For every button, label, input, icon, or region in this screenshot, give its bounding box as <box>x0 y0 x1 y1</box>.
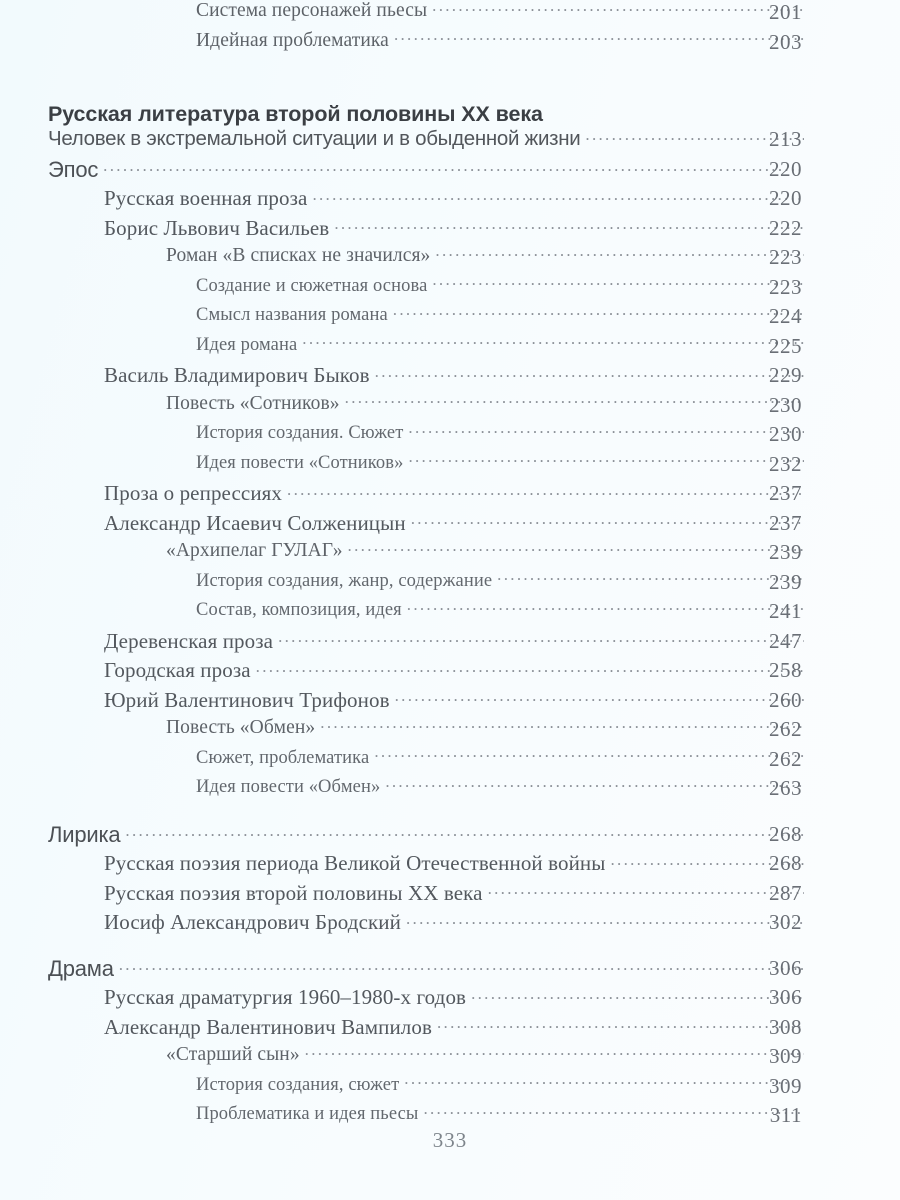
toc-entry-page-number: 239 <box>769 569 802 594</box>
toc-entry[interactable] <box>0 422 900 452</box>
toc-entry-page-number: 213 <box>769 127 802 151</box>
section-spacer <box>0 806 900 822</box>
toc-entry-title: История создания, сюжет <box>196 1074 400 1095</box>
toc-entry-page-number: 225 <box>769 333 802 358</box>
dot-leader <box>334 219 804 235</box>
toc-entry[interactable] <box>0 776 900 806</box>
toc-entry[interactable] <box>0 1074 900 1104</box>
toc-entry-title: Александр Валентинович Вампилов <box>104 1014 432 1039</box>
toc-entry-title: История создания. Сюжет <box>196 423 404 443</box>
toc-entry-title: Проза о репрессиях <box>104 481 283 505</box>
toc-entry-page-number: 258 <box>769 658 802 682</box>
dot-leader <box>287 484 804 500</box>
toc-entry-title: Иосиф Александрович Бродский <box>104 910 401 934</box>
toc-entry-page-number: 237 <box>769 510 802 535</box>
toc-entry-title: Русская драматургия 1960–1980-х годов <box>104 985 467 1009</box>
toc-entry-page-number: 223 <box>769 274 802 299</box>
section-spacer <box>0 59 900 93</box>
toc-entry-title: Система персонажей пьесы <box>196 0 428 21</box>
toc-entry-page-number: 237 <box>769 481 802 505</box>
toc-entry-title: Драма <box>48 955 114 981</box>
toc-entry-page-number: 247 <box>769 628 802 653</box>
toc-entry-title: Роман «В списках не значился» <box>166 245 431 266</box>
toc-entry-page-number: 268 <box>769 821 802 846</box>
toc-entry-page-number: 230 <box>769 392 802 417</box>
section-spacer <box>0 940 900 956</box>
toc-entry-title: Проблематика и идея пьесы <box>196 1104 419 1124</box>
toc-entry-page-number: 260 <box>769 687 802 712</box>
toc-entry-title: Человек в экстремальной ситуации и в обыденной жизни <box>48 127 581 150</box>
toc-entry-title: Борис Львович Васильев <box>104 215 330 240</box>
toc-entry-page-number: 302 <box>769 910 802 934</box>
toc-entry[interactable] <box>0 717 900 747</box>
toc-entry-title: Повесть «Сотников» <box>166 392 340 414</box>
toc-entry[interactable] <box>0 1015 900 1045</box>
toc-entry[interactable] <box>0 658 900 688</box>
toc-entry-title: История создания, жанр, содержание <box>196 570 493 591</box>
dot-leader <box>302 334 804 350</box>
toc-entry[interactable] <box>0 452 900 482</box>
toc-entry-page-number: 309 <box>769 1073 802 1098</box>
toc-entry-title: Русская военная проза <box>104 186 308 210</box>
toc-entry[interactable] <box>0 481 900 511</box>
toc-entry[interactable] <box>0 540 900 570</box>
dot-leader <box>407 599 804 615</box>
toc-entry[interactable] <box>0 363 900 393</box>
dot-leader <box>385 776 804 792</box>
toc-entry[interactable] <box>0 851 900 881</box>
dot-leader <box>125 826 804 842</box>
toc-entry-page-number: 262 <box>769 746 802 771</box>
toc-entry-title: Смысл названия романа <box>196 305 388 325</box>
toc-entry-page-number: 203 <box>769 29 802 54</box>
toc-entry-title: Русская поэзия периода Великой Отечественной войны <box>104 851 606 875</box>
toc-entry-page-number: 311 <box>769 1103 802 1127</box>
toc-entry-title: Юрий Валентинович Трифонов <box>104 687 390 712</box>
dot-leader <box>375 366 804 382</box>
toc-entry[interactable] <box>0 1044 900 1074</box>
page-folio-number: 333 <box>432 1128 468 1152</box>
toc-entry[interactable] <box>0 511 900 541</box>
dot-leader <box>305 1044 804 1060</box>
toc-entry-page-number: 287 <box>769 880 802 905</box>
dot-leader <box>393 304 804 320</box>
toc-entry-page-number: 229 <box>769 363 802 387</box>
toc-entry[interactable] <box>0 30 900 60</box>
dot-leader <box>278 632 804 648</box>
toc-entry-title: Повесть «Обмен» <box>166 717 316 738</box>
toc-entry-title: Лирика <box>48 821 121 847</box>
toc-entry[interactable] <box>0 629 900 659</box>
toc-entry[interactable] <box>0 0 900 30</box>
toc-entry[interactable] <box>0 275 900 305</box>
dot-leader <box>395 691 804 707</box>
toc-part-heading: Русская литература второй половины XX века <box>48 102 543 126</box>
dot-leader <box>345 393 804 409</box>
toc-entry-title: Состав, композиция, идея <box>196 600 402 620</box>
toc-entry[interactable] <box>0 334 900 364</box>
toc-entry-page-number: 220 <box>769 186 802 210</box>
dot-leader <box>411 514 804 530</box>
toc-entry-title: Деревенская проза <box>104 628 274 653</box>
toc-entry-title: Городская проза <box>104 658 251 682</box>
toc-entry-page-number: 220 <box>769 156 802 181</box>
toc-entry-page-number: 222 <box>769 215 802 240</box>
toc-entry[interactable] <box>0 245 900 275</box>
toc-entry-title: Создание и сюжетная основа <box>196 275 428 296</box>
dot-leader <box>374 747 804 763</box>
toc-entry-page-number: 224 <box>769 304 802 328</box>
toc-entry-page-number: 262 <box>769 717 802 741</box>
toc-entry-page-number: 230 <box>769 422 802 446</box>
dot-leader <box>312 189 804 205</box>
dot-leader <box>406 913 804 929</box>
toc-entry[interactable] <box>0 747 900 777</box>
toc-entry-title: Идея повести «Сотников» <box>196 452 404 473</box>
toc-entry-page-number: 201 <box>769 0 802 24</box>
toc-entry[interactable] <box>0 910 900 940</box>
toc-entry-page-number: 309 <box>769 1044 802 1068</box>
toc-entry-page-number: 239 <box>769 540 802 564</box>
toc-entry[interactable] <box>0 570 900 600</box>
toc-entry-page-number: 306 <box>769 985 802 1009</box>
toc-entry-page-number: 223 <box>769 245 802 269</box>
toc-entry-title: «Архипелаг ГУЛАГ» <box>166 540 343 561</box>
toc-entry[interactable] <box>0 688 900 718</box>
toc-entry[interactable] <box>0 956 900 986</box>
toc-entry[interactable] <box>0 881 900 911</box>
toc-entry-title: Василь Владимирович Быков <box>104 363 370 387</box>
toc-entry-title: Александр Исаевич Солженицын <box>104 510 406 535</box>
dot-leader <box>394 30 804 46</box>
toc-entry-page-number: 263 <box>769 776 802 800</box>
toc-entry-page-number: 232 <box>769 451 802 476</box>
toc-entry-title: Идейная проблематика <box>196 29 389 51</box>
toc-entry-page-number: 268 <box>769 851 802 875</box>
toc-entry[interactable] <box>0 822 900 852</box>
dot-leader <box>408 422 804 438</box>
toc-entry-title: Сюжет, проблематика <box>196 747 370 768</box>
dot-leader <box>408 452 804 468</box>
toc-entry[interactable] <box>0 186 900 216</box>
dot-leader <box>256 661 804 677</box>
dot-leader <box>320 717 804 733</box>
toc-entry[interactable] <box>0 304 900 334</box>
toc-entry[interactable] <box>0 599 900 629</box>
toc-entry-page-number: 308 <box>769 1014 802 1039</box>
toc-entry-title: Идея повести «Обмен» <box>196 777 381 797</box>
toc-entry[interactable] <box>0 127 900 157</box>
toc-entry[interactable] <box>0 985 900 1015</box>
toc-entry-page-number: 241 <box>769 599 802 623</box>
toc-entry-page-number: 306 <box>769 955 802 980</box>
dot-leader <box>404 1074 804 1090</box>
dot-leader <box>103 161 804 177</box>
dot-leader <box>119 960 804 976</box>
toc-entry-title: Русская поэзия второй половины XX века <box>104 880 483 905</box>
toc-entry[interactable] <box>0 216 900 246</box>
toc-entry-title: Идея романа <box>196 334 298 355</box>
toc-entry[interactable] <box>0 157 900 187</box>
toc-entry-title: Эпос <box>48 156 99 182</box>
toc-entry[interactable] <box>0 393 900 423</box>
toc-entry-title: «Старший сын» <box>166 1044 300 1065</box>
dot-leader <box>348 540 804 556</box>
